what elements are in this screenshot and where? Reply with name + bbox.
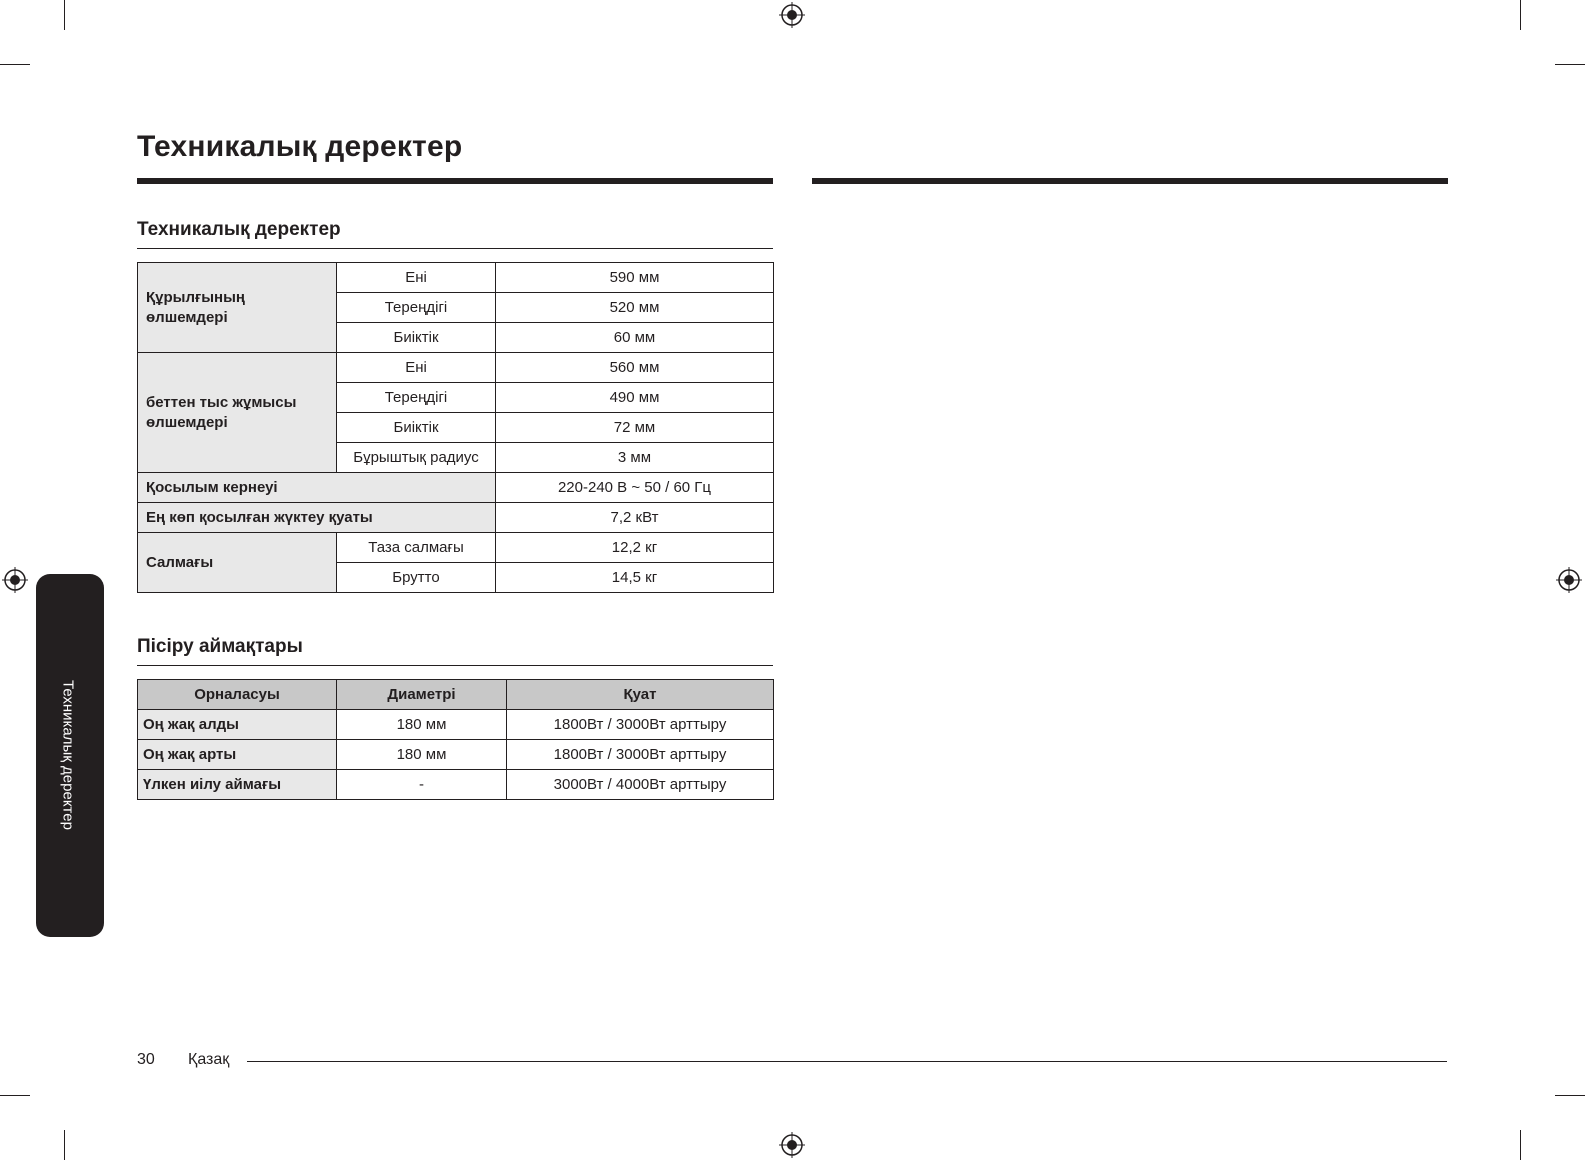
table-row: [138, 533, 774, 563]
table-row: [138, 503, 774, 533]
voltage-value: 220-240 В ~ 50 / 60 Гц: [496, 473, 774, 503]
spec-value: 3 мм: [496, 443, 774, 473]
specs-table: [137, 262, 774, 593]
spec-sub-label: Брутто: [337, 563, 496, 593]
table-header-row: [138, 680, 774, 710]
column-header: Қуат: [507, 680, 774, 710]
crop-mark: [1555, 1095, 1585, 1096]
spec-sub-label: Бұрыштық радиус: [337, 443, 496, 473]
page-number: 30: [137, 1051, 155, 1068]
registration-mark-icon: [779, 1132, 805, 1158]
max-power-value: 7,2 кВт: [496, 503, 774, 533]
zone-diameter: 180 мм: [337, 740, 507, 770]
spec-value: 560 мм: [496, 353, 774, 383]
spec-sub-label: Ені: [337, 353, 496, 383]
zone-location: Оң жақ арты: [138, 740, 337, 770]
crop-mark: [64, 1130, 65, 1160]
zones-section-title: Пісіру аймақтары: [137, 636, 303, 657]
table-row: [138, 770, 774, 800]
crop-mark: [1520, 1130, 1521, 1160]
spec-sub-label: Биіктік: [337, 413, 496, 443]
zone-power: 3000Вт / 4000Вт арттыру: [507, 770, 774, 800]
title-rule-right: [812, 178, 1448, 184]
spec-value: 72 мм: [496, 413, 774, 443]
max-power-label: Ең көп қосылған жүктеу қуаты: [138, 503, 496, 533]
registration-mark-icon: [2, 567, 28, 593]
zones-section-rule: [137, 665, 773, 666]
crop-mark: [1555, 64, 1585, 65]
zone-diameter: -: [337, 770, 507, 800]
spec-value: 12,2 кг: [496, 533, 774, 563]
specs-section-title: Техникалық деректер: [137, 219, 341, 240]
zone-power: 1800Вт / 3000Вт арттыру: [507, 710, 774, 740]
crop-mark: [0, 64, 30, 65]
table-row: [138, 740, 774, 770]
footer-rule: [247, 1061, 1447, 1062]
voltage-label: Қосылым кернеуі: [138, 473, 496, 503]
table-row: [138, 353, 774, 383]
zone-diameter: 180 мм: [337, 710, 507, 740]
spec-value: 490 мм: [496, 383, 774, 413]
spec-value: 520 мм: [496, 293, 774, 323]
spec-sub-label: Тереңдігі: [337, 383, 496, 413]
spec-value: 60 мм: [496, 323, 774, 353]
side-tab-label: Техникалық деректер: [59, 680, 77, 830]
registration-mark-icon: [1556, 567, 1582, 593]
zones-table: [137, 679, 774, 800]
group-label: Құрылғының өлшемдері: [138, 263, 337, 353]
specs-section-rule: [137, 248, 773, 249]
column-header: Диаметрі: [337, 680, 507, 710]
zone-power: 1800Вт / 3000Вт арттыру: [507, 740, 774, 770]
zone-location: Үлкен иілу аймағы: [138, 770, 337, 800]
table-row: [138, 473, 774, 503]
crop-mark: [64, 0, 65, 30]
spec-sub-label: Тереңдігі: [337, 293, 496, 323]
title-rule-left: [137, 178, 773, 184]
table-row: [138, 710, 774, 740]
page-title: Техникалық деректер: [137, 130, 463, 163]
spec-sub-label: Биіктік: [337, 323, 496, 353]
zone-location: Оң жақ алды: [138, 710, 337, 740]
crop-mark: [0, 1095, 30, 1096]
crop-mark: [1520, 0, 1521, 30]
column-header: Орналасуы: [138, 680, 337, 710]
weight-label: Салмағы: [138, 533, 337, 593]
spec-sub-label: Ені: [337, 263, 496, 293]
registration-mark-icon: [779, 2, 805, 28]
spec-value: 14,5 кг: [496, 563, 774, 593]
footer-language: Қазақ: [188, 1051, 230, 1068]
spec-sub-label: Таза салмағы: [337, 533, 496, 563]
spec-value: 590 мм: [496, 263, 774, 293]
group-label: беттен тыс жұмысы өлшемдері: [138, 353, 337, 473]
table-row: [138, 263, 774, 293]
